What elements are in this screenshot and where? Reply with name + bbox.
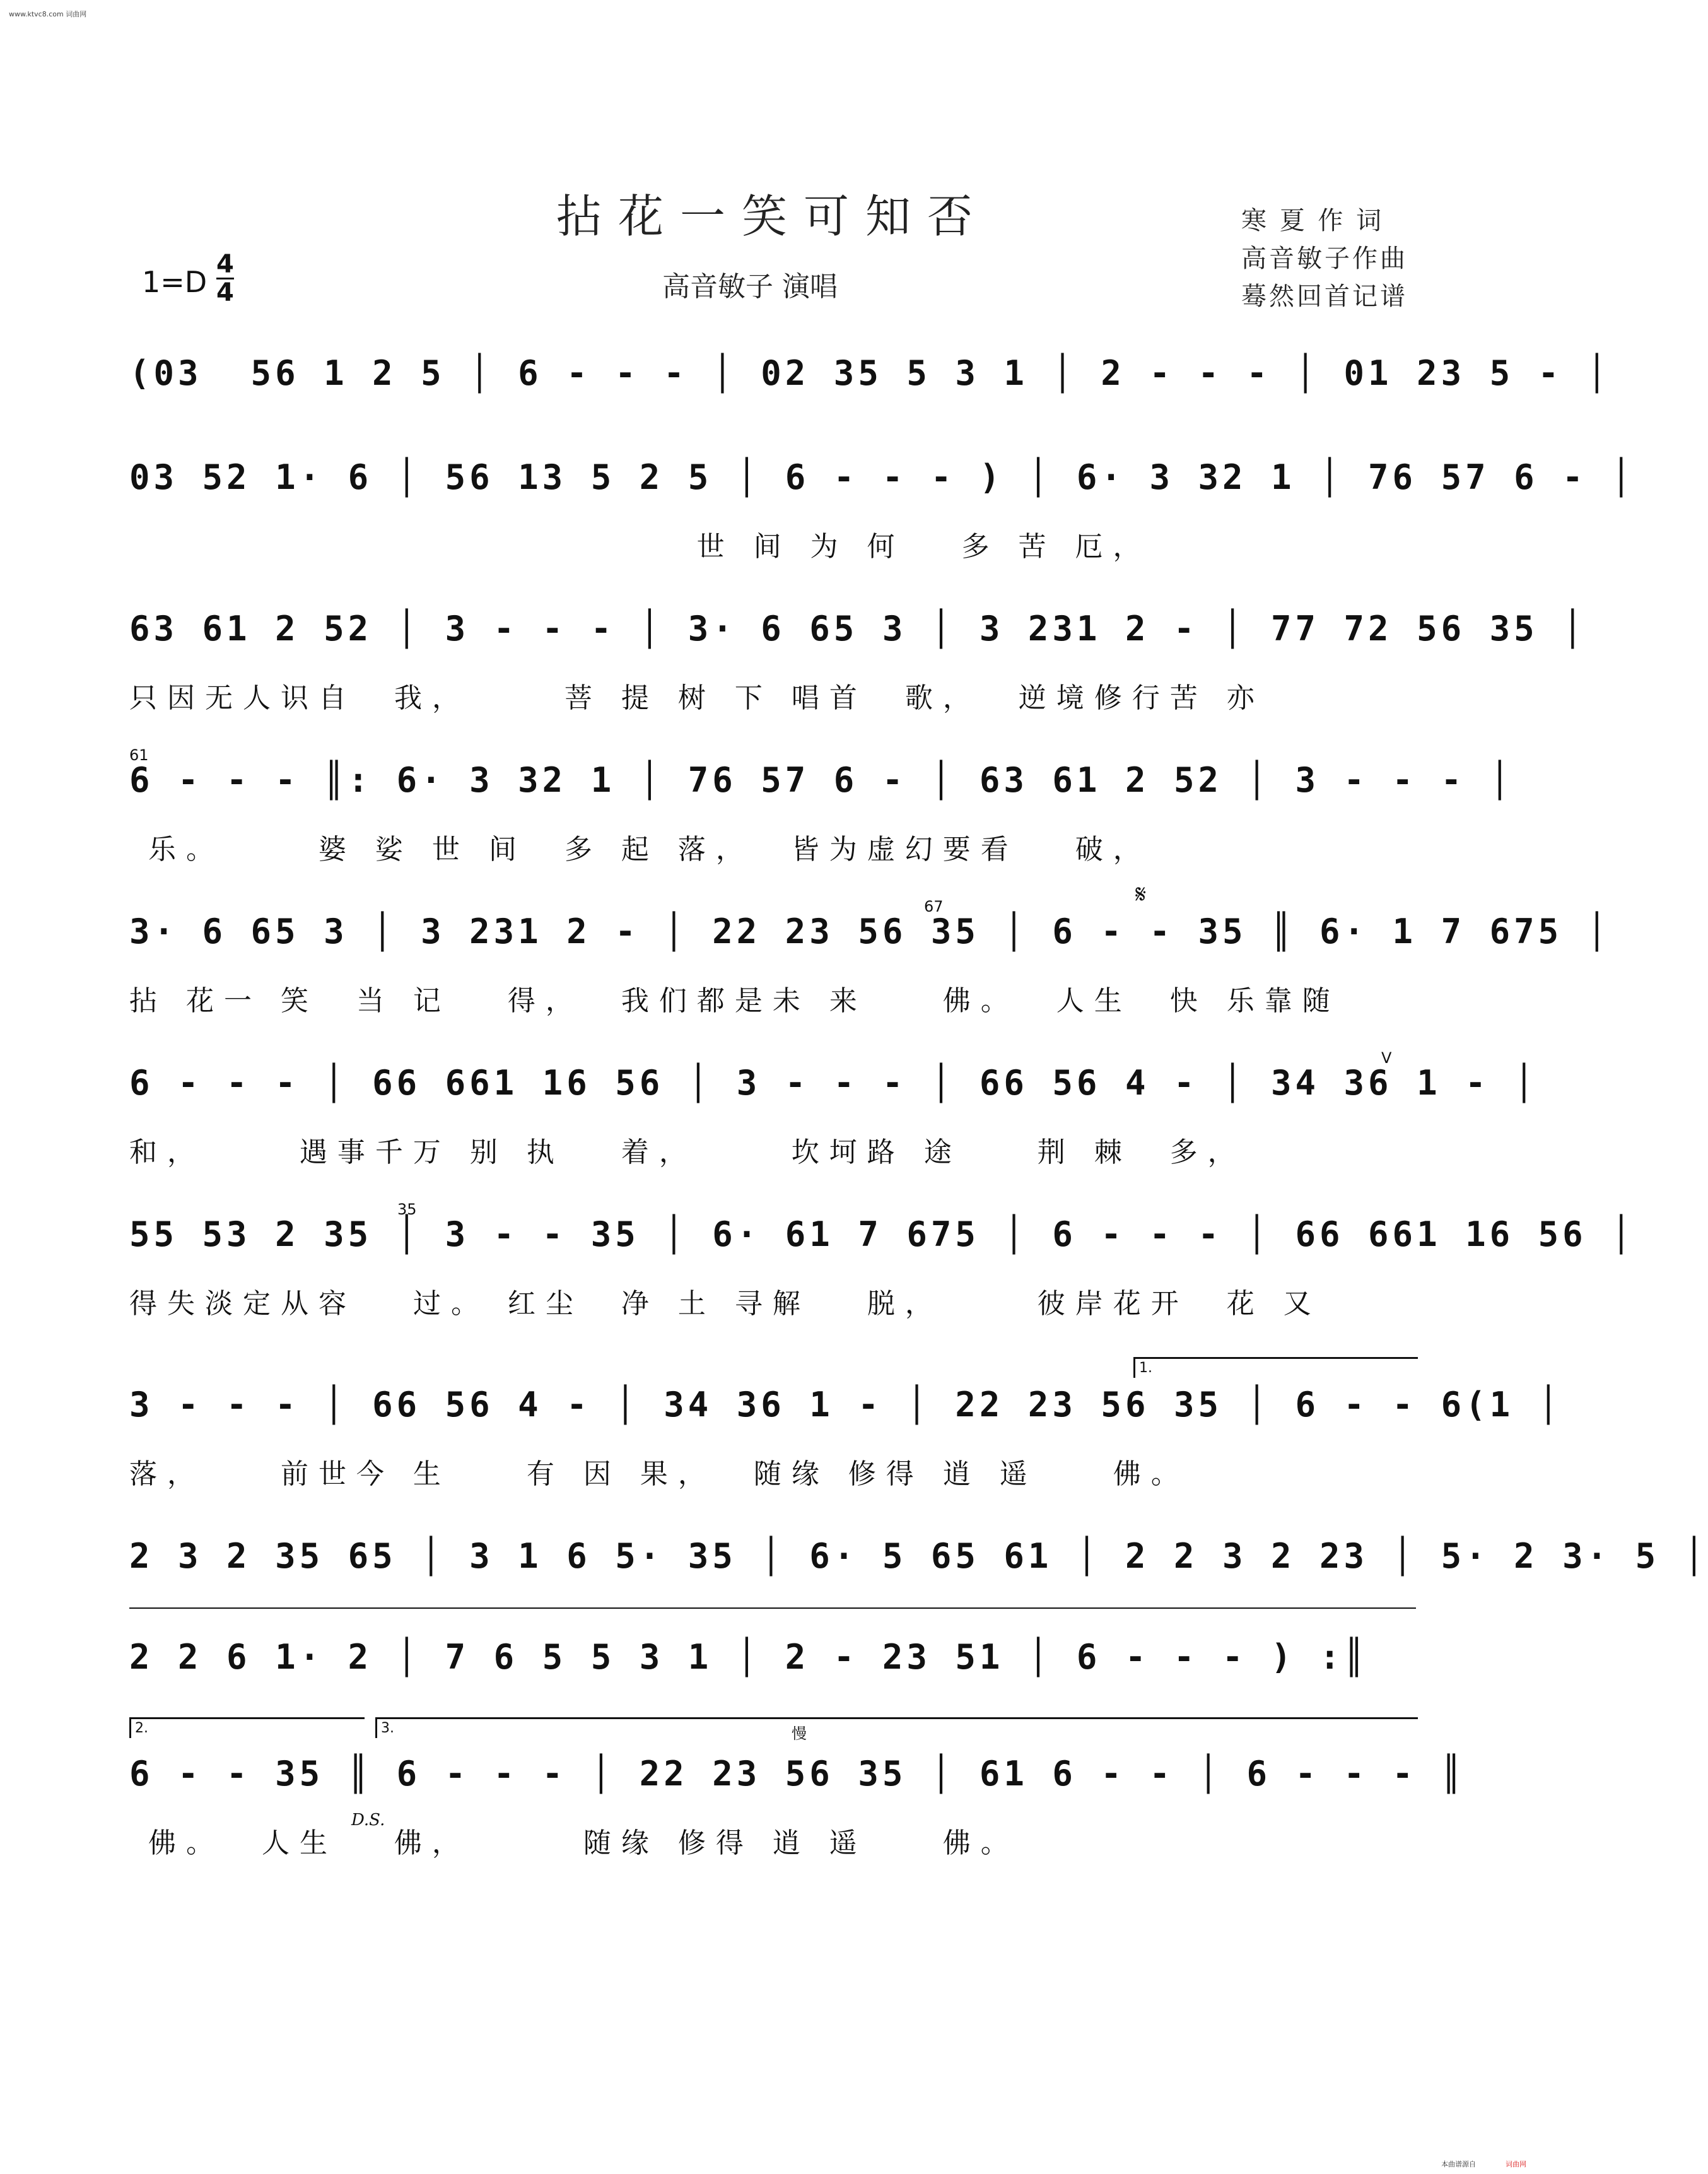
song-title: 拈花一笑可知否 [556, 190, 989, 243]
notes-line: 63 61 2 52 │ 3 - - - │ 3· 6 65 3 │ 3 231 2 - │ 77 72 56 35 │ [129, 609, 1587, 649]
lyrics-line: 乐。 婆 娑 世 间 多 起 落， 皆为虚幻要看 破， [129, 833, 1151, 866]
time-bottom: 4 [216, 278, 234, 307]
notes-line: 6 - - - ║: 6· 3 32 1 │ 76 57 6 - │ 63 61 2 52 │ 3 - - - │ [129, 760, 1514, 800]
transcriber-credit: 蓦然回首记谱 [1241, 282, 1408, 311]
grace-note: 67 [924, 898, 944, 915]
volta-bracket [375, 1717, 1418, 1738]
site-watermark-top: www.ktvc8.com 词曲网 [9, 10, 87, 18]
ds-mark: D.S. [351, 1811, 385, 1830]
breath-mark: V [1381, 1049, 1392, 1067]
notes-line: 03 52 1· 6 │ 56 13 5 2 5 │ 6 - - - ) │ 6· 3 32 1 │ 76 57 6 - │ [129, 457, 1635, 497]
notes-line: (03 56 1 2 5 │ 6 - - - │ 02 35 5 3 1 │ 2 - - - │ 01 23 5 - │ [129, 353, 1611, 393]
site-logo: 词曲网 [1506, 2160, 1526, 2168]
notes-line: 55 53 2 35 │ 3 - - 35 │ 6· 61 7 675 │ 6 - - - │ 66 661 16 56 │ [129, 1214, 1635, 1254]
grace-note: 61 [129, 746, 149, 764]
lyrics-line: 佛。 人生 佛， 随缘 修得 逍 遥 佛。 [129, 1827, 1019, 1859]
key-signature [142, 250, 234, 307]
notes-line: 6 - - - │ 66 661 16 56 │ 3 - - - │ 66 56 4 - │ 34 36 1 - │ [129, 1063, 1538, 1103]
notes-line: 2 2 6 1· 2 │ 7 6 5 5 3 1 │ 2 - 23 51 │ 6 - - - ) :║ [129, 1637, 1369, 1677]
notes-line: 6 - - 35 ║ 6 - - - │ 22 23 56 35 │ 61 6 - - │ 6 - - - ║ [129, 1754, 1466, 1794]
lyrics-line: 世 间 为 何 多 苦 厄， [129, 531, 1151, 563]
notes-line: 2 3 2 35 65 │ 3 1 6 5· 35 │ 6· 5 65 61 │ 2 2 3 2 23 │ 5· 2 3· 5 │ [129, 1536, 1708, 1576]
volta-label: 3. [381, 1720, 394, 1736]
singer-credit: 高音敏子 演唱 [662, 271, 838, 303]
volta-line [129, 1607, 1416, 1609]
source-note: 本曲谱源自 [1441, 2160, 1476, 2168]
lyricist-credit: 寒 夏 作 词 [1241, 206, 1384, 235]
grace-note: 35 [397, 1201, 417, 1218]
lyrics-line: 得失淡定从容 过。 红尘 净 土 寻解 脱， 彼岸花开 花 又 [129, 1288, 1321, 1320]
volta-bracket [1133, 1357, 1418, 1378]
lyrics-line: 拈 花一 笑 当 记 得， 我们都是未 来 佛。 人生 快 乐靠随 [129, 985, 1340, 1017]
lyrics-line: 只因无人识自 我， 菩 提 树 下 唱首 歌， 逆境修行苦 亦 [129, 682, 1265, 714]
notes-line: 3· 6 65 3 │ 3 231 2 - │ 22 23 56 35 │ 6 - - 35 ║ 6· 1 7 675 │ [129, 912, 1611, 951]
segno-sign: 𝄋 [1135, 880, 1147, 909]
volta-label: 2. [135, 1720, 148, 1736]
credits-block [1241, 202, 1408, 315]
notes-line: 3 - - - │ 66 56 4 - │ 34 36 1 - │ 22 23 56 35 │ 6 - - 6(1 │ [129, 1385, 1563, 1425]
time-top: 4 [216, 250, 234, 279]
key-label: 1=D [142, 265, 208, 299]
lyrics-line: 落， 前世今 生 有 因 果， 随缘 修得 逍 遥 佛。 [129, 1458, 1189, 1490]
volta-bracket [129, 1717, 365, 1738]
tempo-mark: 慢 [792, 1725, 807, 1742]
time-signature [216, 251, 234, 306]
composer-credit: 高音敏子作曲 [1241, 244, 1408, 273]
volta-label: 1. [1139, 1360, 1152, 1376]
lyrics-line: 和， 遇事千万 别 执 着， 坎坷路 途 荆 棘 多， [129, 1136, 1246, 1168]
